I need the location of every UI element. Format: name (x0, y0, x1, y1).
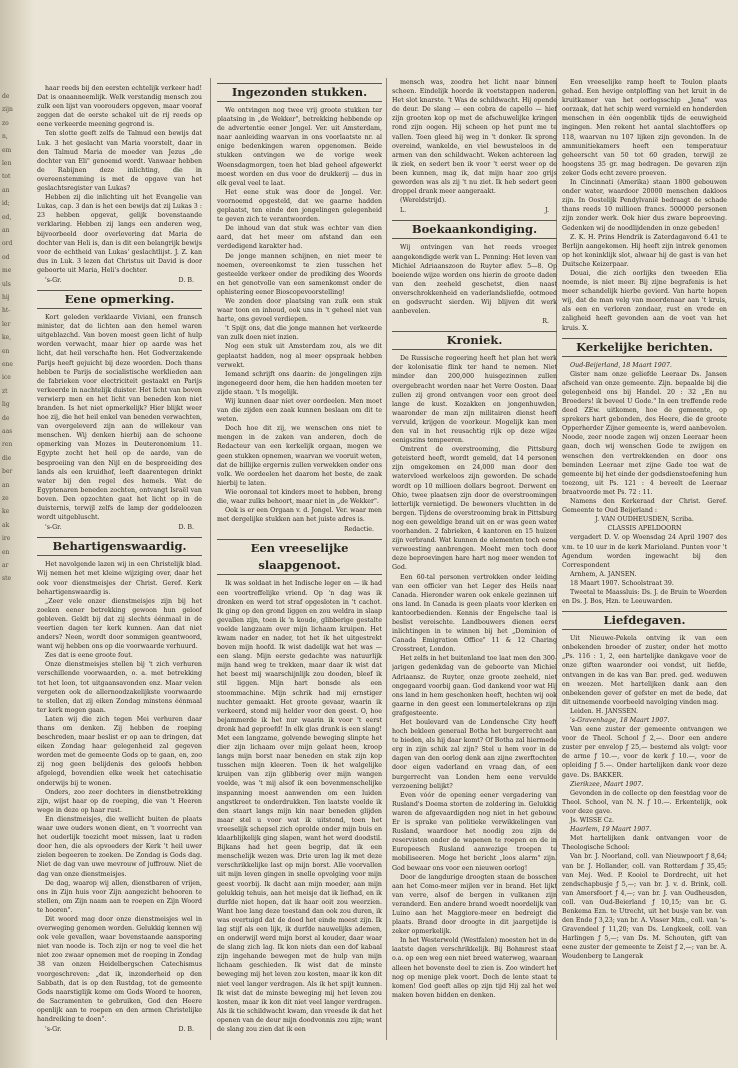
paragraph: Gister nam onze geliefde Leeraar Ds. Jansen afscheid van onze gemeente. Zijn. bepaalde bij die gelegenheid ons bij Handel. 20 : 32 „En nu Broeders! ik beveel U Gode." In een treffende rede deed ZEw. uitkomen, hoe de gemeente, op sprekers hart gebonden, des Heere, die de groote Opperherder Zijner gemeente is, werd aanbevolen. Noode, zeer noode zagen wij onzen Leeraar heen gaan, doch wij wenschen Gode te zwijgen en wenschen den vertrekkenden en door ons beminden Leeraar met zijne Gade toe wat de gemeente bij het einde der godsdienstoefening hun toezong, uit Ps. 121 : 4 beveelt de Leeraar braatvoorde met Ps. 72 : 11. (562, 370, 727, 496)
signature: Redactie. (343, 526, 374, 534)
paragraph: haar reeds bij den eersten echtelijk verkeer had! Dat is onaanneemlijk. Welk verstandig mensch zou zulk een lijst van voorouders opgeven, maar vooraf zeggen dat de eerste schakel uit de rij reeds op eene verkeerde meening gegrond is. (37, 85, 202, 129)
paragraph: In Cincinnati (Amerika) staan 1800 gebouwen onder water, waardoor 20000 menschen dakloos zijn. In Oostelijk Pendylvanië bedraagt de schade thans reeds 10 millioen francs. 500000 personen zijn zonder werk. Ook hier dus zware beproeving. Gedenken wij de noodlijdenden in onze gebeden! (562, 179, 727, 232)
paragraph: Zes dat is eene groote fout. (45, 652, 133, 660)
gutter-fragment: me (2, 267, 12, 275)
paragraph: Nog een stuk uit Amsterdam zou, als we dit geplaatst hadden, nog al meer opspraak hebben verwekt. (217, 343, 382, 369)
gutter-fragment: ke, (2, 334, 12, 342)
paragraph: Uit Nieuwe-Pekela ontving ik van een onbekenden broeder of zuster, onder het motto „Ps. 116 : 1, 2, een hartelijke dankgave voor de onze giften waaronder ooi vondst, uit liefde, ontvangen in de kas van Bar. pred. ged. weduwen en weezen. Met hartelijken dank aan den onbekenden gever of gefster en met de bede, dat dit uitnemende voorbeeld navolging vinden mag. (562, 635, 727, 706)
gutter-fragment: de (2, 414, 10, 422)
paragraph: Het navolgende lazen wij in een Christelijk blad. Wij nemen het met kleine wijziging over, daar het ook voor dienstmeisjes der Christ. Geref. Kerk behartigenswaardig is. (37, 561, 202, 596)
article-kerkelijke-berichten (562, 361, 727, 607)
heading-ingezonden-stukken: Ingezonden stukken. (217, 83, 382, 102)
article-opmerking (37, 313, 202, 522)
paragraph: Js. WISSE Cz. (570, 817, 614, 825)
paragraph: Tweetal te Maassluis: Ds. J. de Bruin te Woerden en Ds. J. Bos, Hzn. te Leeuwarden. (562, 588, 727, 606)
heading-eene-opmerking: Eene opmerking. (37, 290, 202, 309)
paragraph: Leiden. H. JANSSEN. (570, 707, 639, 715)
paragraph: Zierikzee, Maart 1907. (570, 780, 644, 788)
paragraph: De jonge mannen schijnen, en niet meer te noemen, overeenkomst te zien tusschen het gesteelde verkeer onder de prediking des Woords en het genotvolle van een samenkomst onder de ophistering eener Bioscopevoorstelling! (217, 252, 382, 296)
article-boekaankondiging (392, 243, 557, 316)
gutter-fragment: ar (2, 562, 9, 569)
signature: 's-Gr. D. B. (45, 276, 194, 284)
paragraph: Laten wij die zich tegen Mei verhuren daar thans om denken. Zij hebben de roeping beschreden, maar beslist er op aan te dringen, dat eiken Zondag haar gelegenheid zal gegeven worden met de gemeente Gods op te gaan, en, zoo zij nog geen belijdenis des geloofs hebben afgelegd, bovendien elke week het catechisatie onderwijs bij te wonen. (37, 715, 202, 787)
gutter-fragment: n, (2, 133, 8, 141)
paragraph: En dienstmeisjes, die wellicht buiten de plaats waar uwe ouders wonen dient, en 't voorrecht van het ouderlijk toezicht moet missen, laat u raden door hen, die als opvoeders der Kerk 't heil uwer zielen begeeren te zoeken. De Zondag is Gods dag. Niet de dag van uwe mevrouw of juffrouw. Niet de dag van onze dienstmeisjes. (37, 815, 202, 878)
gutter-fragment: ke (2, 508, 10, 516)
gutter-fragment: en (2, 548, 10, 556)
column-2 (217, 78, 382, 1038)
paragraph: Een 60-tal personen vertrokken onder leiding van een officier van het Leger des Heils naar Canada. Hieronder waren ook enkele gezinnen uit ons land. In Canada is geen plaats voor klerken en kantoorbedienden. Kennis der Engelsche taal is beslist vereischte. Landbouwers dienen eerst inlichtingen in te winnen bij het „Dominion of Canada Emigration Office" 11 & 12 Charing Crosstreet, London. (392, 573, 557, 654)
gutter-fragment: zo (2, 119, 9, 127)
paragraph: Oud-Beijerland, 18 Maart 1907. (570, 361, 672, 369)
paragraph: De dag, waarop wij allen, dienstbaren of vrijen, ons in Zijn huis voor Zijn aangezicht behooren te stellen, om Zijn naam aan te roepen en Zijn Woord te hooren". (37, 879, 202, 914)
gutter-fragment: id; (2, 200, 10, 208)
paragraph: vergadert D. V. op Woensdag 24 April 1907 des v.m. te 10 uur in de kerk Marioland. Punten voor 't Agendum worden ingewacht bij den Correspondent (562, 534, 727, 569)
paragraph: Het boulevard van de Londensche City heeft hoch bekleen generaal Botha het burgerrecht aan te bieden, als hij daar komt? Of Botha zal hiermede erg in zijn schik zal zijn? Stel u hem voor in de dagen van den oorlog denk aan zijne zwerftochten door eigen vaderland en vraag dan, of een burgerrecht van Londen hem eene vervulde verzoening belijkt? (392, 719, 557, 790)
paragraph: „Zeer vele onzer dienstmeisjes zijn bij het zoeken eener betrekking gewoon hun geloof gebleven. Geldt bij dat zij slechts éénmaal in de veertien dagen ter kerk kunnen. Aan dat niet anders? Neen, wordt door sommigen geantwoord, want wij hebben ons op die voorwaarde verhuurd. (37, 597, 202, 651)
article-news (562, 78, 727, 333)
gutter-fragment: lig (2, 401, 10, 409)
gutter-fragment: ze (2, 495, 9, 502)
paragraph: De inhoud van dat stuk was echter van dien aard, dat het meer om afstand dan een verdedigend karakter had. (217, 225, 382, 251)
paragraph: Kort geleden verklaarde Viviani, een fransch minister, dat de lichten aan den hemel waren uitgeblazchd. Van boven moest geen licht of hulp worden verwacht, maar hier op aarde was het licht, dat heil verschafte hen. Het Godverzakende Parijs heeft gejuicht bij deze woorden. Doch thans hebben te Parijs de socialistische werklieden aan de fabrieken voor electriciteit gestaakt en Parijs verkeerde in nachtelijk duister. Het licht van boven verwierp men en het licht van beneden kon niet branden. Is het niet opmerkelijk? Hier blijkt weer hoe zij, die het heil enkel van beneden verwachten, van overgeleverd zijn aan de willekeur van menschen. Wij denken hierbij aan de schoone opmerking van Mozes in Deuteronomium 11. Egypte zocht het heil op de aarde, van de besproeiing van den Nijl en de bespreeiding des lands als een kruidhof, leeft daarentegen drinkt water bij den regel des hemels. Wat de Egyptenaren beneden zochten, ontvangt Israël van boven. Den opzochten gaat het licht op in de duisternis, terwijl zelfs de lamp der goddeloozen wordt uitgebluscht. (37, 314, 202, 522)
paragraph: Wie ooronaal tot kinders moet te hebben, breng die, waar zulks behoort, maar niet in „de Wekker". (217, 488, 382, 506)
paragraph: Gevonden in de collecte op den feestdag voor de Theol. School, van N. N. ƒ 10.—. Erkentelijk, ook voor deze gave. (562, 789, 727, 815)
gutter-fragment: ste (2, 575, 12, 583)
paragraph: Van br. J. Noorland, coll. van Nieuwpoort ƒ 8,64; van br. J. Hollander, coll. van Rotterdam ƒ 35,45; van Mej. Wed. P. Kooiol te Dordrecht, uit het zendschapbusje ƒ 5,—; van br. J. v. d. Brink, coll. van Amersfoort ƒ 4,—; van br. J. van Oudheusden, coll. van Oud-Beierland ƒ 10,15; van br. G. Benkema Ezn. te Utrecht, uit het busje van br. van den Ende ƒ 3,23; van br. A. Visser Mzn., coll. van 's-Gravendeel ƒ 11,20; van Ds. Lengkeek, coll. van Harlingen ƒ 5,—; van Ds. M. Schouten, gift van eene zuster der gemeente te Zeist ƒ 2,—; van br. A. Woudenberg te Langerak (562, 853, 727, 961)
paragraph: Doch hoe dit zij, we wenschen ons niet te mengen in de zaken van anderen, doch de Redacteur van een kerkelijk orgaan, mogen we geen stukken opnemen, waarvan we vooruit weten, dat de billijke ergernis zullen verwekken onder ons volk. We oordeelen het daarom het beste, de zaak hierbij te laten. (217, 425, 382, 487)
article-behartigenswaardig (37, 560, 202, 1024)
paragraph: We ontvingen nog twee vrij groote stukken ter plaatsing in „de Wekker", betrekking hebbende op de advertentie eener Jongel. Ver. uit Amsterdam, naar aanleiding waarvan in ons voorlaatste nr. al enige bedenkingen waren opgenomen. Beide stukken ontvingen we de vorige week Woensdagmorgen, toen het blad geheel afgewerkt moest worden en dus voor de drukkerij — dus in elk geval veel te laat. (217, 107, 382, 187)
column-1 (37, 84, 202, 1044)
gutter-fragment: ber (2, 468, 13, 476)
paragraph: 's-Gravenhage, 18 Maart 1907. (570, 717, 670, 724)
gutter-fragment: ice (2, 374, 11, 382)
article-continuation (37, 84, 202, 275)
paragraph: Namens den Kerkeraad der Christ. Geref. Gemeente te Oud Beijerland : (562, 498, 727, 515)
paragraph: Arnhem, A. JANSEN. (570, 570, 637, 578)
paragraph: Ook is er een Orgaan v. d. Jongel. Ver. waar men met dergelijke stukken aan het juiste adres is. (217, 507, 382, 524)
gutter-fragment: ht- (2, 307, 11, 315)
gutter-fragment: len (2, 160, 12, 167)
paragraph: Van eene zuster der gemeente ontvangen we voor de Theol. School ƒ 2,—. Door een andere zuster per envelop ƒ 25,— bestemd als volgt: voor de arme ƒ 10.—, voor de kerk ƒ 10.—, voor de opleiding ƒ 5.—. Onder hartelijken dank voor deze gave. Ds. BAKKER. (562, 726, 727, 779)
paragraph: Ik was soldaat in het Indische leger en — ik had een voortreffelijke vriend. Op 'n dag was ik dronken en werd tot straf opgesloten in 't cachot. Ik ging op den grond liggen en zou weldra in slaap gevallen zijn, toen ik 'n koude, glibberige gestalte voelde langzaam over mijn lichaam kruipen. Het kwam nader en nader, tot het ik het uitgestrekt boven mijn hoofd. Ik wist dadelijk wat het was — een slang. Mijn eerste gedachte was natuurlijk mijn hand weg te trekken, maar daar ik wist dat het beest mij waarschijnlijk zou dooden, bleef ik stil liggen. Mijn hart bonsde als een stoommachine. Mijn schrik had mij ernstiger nuchter gemaakt. Het groote gevaar, waarin ik verkeerd, stond mij helder voor den geest. O, hoe bejammerde ik het nur waarin ik voor 't eerst dronk had geproefd! In elk glas drank is een slang! Met een langzame, golvende beweging slinpte het dier zijn lichaam over mijn gelaat heen, kroop langs mijn borst naar beneden en stak zijn kop tusschen mijn kleeren. Toen ik het walgelijke kruipen van zijn glibberig over mijn wangen voelde, was 't mij alsof ik een bovenmenschelijke inspanning moest aanwenden om een luiden angstkreet te onderdrukken. Ten laatste voelde ik den staart langs mijn kin naar beneden glijden maar stel u voor wat ik uitstond, toen het vreeselijk schepsel zich oprolde onder mijn buis en klaarblijkelijk ging slapen, want het werd doodstil. Bijkans had het geen begrip, dat ik een menschelijk wezen was. Drie uren lag ik met deze verschrikkelijke last op mijn borst. Alle voorvallen uit mijn leven gingen in snelle opvolging voor mijn geest voorbij. Ik dacht aan mijn moeder, aan mijn gelukkig tehuis, aan het meisje dat ik liefhad, en ik durfde niet hopen, dat ik haar ooit zou weerzien. Want hoe lang deze toestand dan ook zou duren, ik was overtuigd dat de dood het einde moest zijn. Ik lag stijf als een lijk, ik durfde nauwelijks ademen, en onderwijl werd mijn borst al kouder, daar waar de slang zich lag. Ik kon niets dan een dof kabaal zijn ingehande bewegen met de hulp van mijn lichaam geschieden. Ik wist dat de minste beweging mij het leven zou kosten, maar ik kon dit niet veel langer verdragen. Als ik het spijt kunnen. Ik wist dat de minste beweging mij het leven zou kosten, maar ik kon dit niet veel langer verdragen. Als ik tie schildwacht kwam, dan vreesde ik dat het openen van de deur mijn doodvonnis zou zijn; want de slang zou zien dat ik een (217, 580, 382, 1033)
gutter-fragment: uls (2, 280, 11, 288)
gutter-fragment: de (2, 93, 10, 100)
article-kroniek (392, 354, 557, 1000)
signature: L. J. (400, 207, 549, 215)
paragraph: 18 Maart 1907. Schoolstraat 39. (570, 579, 674, 587)
paragraph: (Wereldstrijd). (400, 197, 447, 205)
column-rule (386, 78, 387, 1040)
paragraph: Haarlem, 19 Maart 1907. (570, 826, 652, 834)
signature: R. (542, 318, 549, 326)
paragraph: Even vóór de opening eener vergadering van Rusland's Doema storten de zoldering in. Gelukkig waren de afgevaardigden nog niet in het gebouw. Er is sprake van politieke verwikkelingen van Rusland, waardoor het noodig zou zijn de reservisten onder de wapenen te roepen en de in Europeesch Rusland aanwezige troepen te mobiliseeren. Moge het bericht „loos alarm" zijn. God bewaar ons voor een nieuwen oorlog! (392, 791, 557, 872)
paragraph: Wij ontvingen van het reeds vroeger aangekondigde werk van L. Penning: Het leven van Michiel Adriaanszoon de Ruyter aflev. 5—8. Op boeiende wijze worden ons hierin de groote daden van den zeeheld geschetst, dien naast onverschrokkenheid en vaderlandsliefde, ootmoed en godsvrucht sierden. Wij blijven dit werk aanbevelen. (392, 244, 557, 316)
paragraph: J. VAN OUDHEUSDEN, Scriba. (595, 516, 694, 524)
gutter-fragment: an (2, 227, 10, 234)
paragraph: Wij kunnen daar niet over oordeelen. Men moet van die zijden een zaak kunnen beslaan om dit te weten. (217, 398, 382, 424)
paragraph: Het eene stuk was door de Jongel. Ver. voornoemd opgesteld, dat we gaarne hadden geplaatst, ten einde den jongelingen gelegenheid te geven zich te verantwoorden. (217, 188, 382, 224)
heading-liefdegaven: Liefdegaven. (562, 611, 727, 630)
column-4 (562, 78, 727, 1038)
paragraph: mensch was, zoodra het licht naar binnen scheen. Eindelijk hoorde ik voetstappen naderen. Het slot knarste. 't Was de schildwacht. Hij opende de deur. De slang — een cobra de capello — hief zijn grooten kop op met de afschuwelijke kringen rond zijn oogen. Hij scheen op het punt me te vallen. Toen gleed hij weg in 't donker. Ik sprong overeind, wankelde, en viel bewusteloos in de armen van den schildwacht. Weken achtereen lag ik ziek, en sedert ben ik voor 't eerst weer op de been kunnen, mag ik, dat mijn haar zoo grijs geworden was als zij 't nu ziet. Ik heb sedert geen droppel drank meer aangeraakt. (392, 79, 557, 196)
gutter-fragment: em (2, 146, 12, 154)
paragraph: In het Westerwold (Westfalen) moesten het in de laatste dagen verschrikkelijk. Bij Bohmrest staat o.a. op een weg een niet breed waterweg, waaraan alleen het bovenste deel te zien is. Zoo windert het nog op menige plek voort. Doch de lente staat te komen! God geeft alles op zijn tijd Hij zal het wel maken boven bidden en denken. (392, 937, 557, 999)
gutter-fragment: aas (2, 428, 13, 435)
column-3 (392, 78, 557, 1038)
paragraph: Met hartelijken dank ontvangen voor de Theologische School: (562, 835, 727, 852)
paragraph: 't Spijt ons, dat die jonge mannen het verkeerde van zulk doen niet inzien. (217, 325, 382, 342)
gutter-fragment: an (2, 186, 10, 194)
gutter-fragment: tot (2, 173, 11, 181)
paragraph: Dit woord mag door onze dienstmeisjes wel in overweging genomen worden. Gelukkig kennen wij ook vele gevallen, waar bovenstaande aansporing niet van noode is. Toch zijn er nog te veel die het niet zoo zwaar opnemen met de roeping in Zondag 38 van onzen Heidelbergschen Catechismus voorgeschreven: „dat ik, inzonderheid op den Sabbath, dat is op den Rustdag, tot de gemeente Gods naarstiglijk kome om Gods Woord te hooren, de Sacramenten te gebruiken, God den Heere openlijk aan te roepen en den armen Christelijke handreiking te doen". (37, 915, 202, 1023)
article-vreeselijke-slaapgenoot (217, 579, 382, 1034)
paragraph: De Russische regeering heeft het plan het werk der kolonisatie flink ter hand te nemen. Niet minder dan 200,000 huisgezinnen zullen overgebracht worden naar het Verre Oosten. Daar zullen zij grond ontvangen voor een groot deel lange de kust. Kozakken en jongenhuwden, waaronder de man zijn militairen dienst heeft vervuld, krijgen de voorkeur. Mogelijk kan men den val in het reusachtig rijk op deze wijze eenigszins tempeeren. (392, 355, 557, 445)
paragraph: Iemand schrijft ons daarin: de jongelingen zijn ingenegeerd door hem, die hen hadden moeten ter zijde staan. 't Is mogelijk. (217, 370, 382, 396)
heading-kroniek: Kroniek. (392, 331, 557, 350)
paragraph: Onze dienstmeisjes stellen bij 't zich verhuren verschillende voorwaarden, o. a. met betrekking tot het loon, tot uitgaansavonden enz. Maar velen vergeten ook de allernoodzakelijkste voorwaarde te stellen, dat zij eiken Zondag minstens éénmaal ter kerk mogen gaan. (37, 661, 202, 714)
gutter-fragment: zijn (2, 106, 13, 114)
article-liefdegaven (562, 634, 727, 961)
paragraph: Het zelfs in het buitenland toe laat men den 300-jarigen gedenkdag van de geboorte van Michiel Adriaansz. de Ruyter, onze groote zeeheld, niet ongegaard voorbij gaan. God dankend voor wat Hij ons land in hem geschonken heeft, hechten wij ook gaarne in den geest een lommertelekrans op zijn grafgesteente. (392, 655, 557, 717)
gutter-fragment: die (2, 454, 12, 462)
gutter-fragment: ren (2, 441, 13, 449)
gutter-fragment: an (2, 481, 10, 489)
article-continuation (392, 78, 557, 205)
gutter-fragment: hij (2, 294, 10, 301)
paragraph: Z. K. H. Prins Hendrik is Zaterdagavond 6.41 te Berlijn aangekomen. Hij heeft zijn intrek genomen op het koninklijk slot, alwaar hij de gast is van het Duitsche Keizerpaar. (562, 233, 727, 268)
article-ingezonden (217, 106, 382, 524)
heading-behartigenswaardig: Behartigenswaardig. (37, 537, 202, 556)
signature: 's-Gr. D. B. (45, 524, 194, 532)
paragraph: Douai, die zich oorlijks den tweeden Elia noemde, is niet meer. Bij zijne begrafenis is het meer schandelijk hierbe gevierd. Van harte hopen wij, dat de man velg van moordenaar aan 't kruis, als een en verloren zondaar, rust en vrede en zaligheid heeft gevonden aan de voet van het kruis. X. (562, 269, 727, 332)
gutter-fragment: ak (2, 521, 10, 529)
column-rule (210, 78, 211, 1040)
gutter-fragment: en (2, 347, 10, 355)
paragraph: We zonden door plaatsing van zulk een stuk waar toon en inhoud, ook uns in 't geheel niet van harte, ons gevoel verdiepen. (217, 297, 382, 324)
paragraph: Ten slotte geeft zelfs de Talmud een bewijs dat Luk. 3 het geslacht van Maria voorstelt, daar in den Talmud Maria de moeder van Jezus „de dochter van Eli" genoemd wordt. Vanwaar hebben de Rabijnen deze inlichting, die in overeenstemming is met de opgave van het geslachtsregister van Lukas? (37, 130, 202, 193)
paragraph: Onders, zoo zeer dochters in dienstbetrekking zijn, wijst haar op de roeping, die van 't Heeren wege in deze op haar rust. (37, 788, 202, 814)
paragraph: Omtrent de overstrooming, die Pittsburg geteisterd heeft, wordt gemeld, dat 14 personen zijn omgekomen en 24,000 man door den watervloed werkeloos zijn geworden. De schade wordt op 10 millioen dollars begroot. Derwent en Ohio, twee plaatsen zijn door de overstroomingen letterlijk vernietigd. De bewoners vluchtten in de bergen. Tijdens de overstrooming brak in Pittsburg nog een geweldige brand uit en er was geen water voorhanden. 2 fabrieken, 4 kantoren en 15 huizen zijn verbrand. Wat kunnen de elementen toch eene verwoesting aanbrengen. Moeht men toch door deze beproevingen hare hart nog meer wenden tot God. (392, 446, 557, 572)
heading-kerkelijke-berichten: Kerkelijke berichten. (562, 338, 727, 357)
heading-boekaankondiging: Boekaankondiging. (392, 220, 557, 239)
gutter-fragment: ire (2, 535, 11, 543)
gutter-fragment: zt (2, 387, 8, 395)
gutter-fragment: od (2, 253, 10, 261)
paragraph: Een vreeselijke ramp heeft te Toulon plaats gehad. Een hevige ontploffing van het kruit in de kruitkamer van het oorlogsschip „Jena" was oorzaak, dat het schip werd vernield en honderden menschen in één oogenblik tijds de eeuwigheid ingingen. Men rekent het aantal slachtoffers op 118, waarvan nu 107 lijken zijn gevonden. In de ammunitiekamers heeft een temperatuur geheerscht van 50 tot 60 graden, terwijl ze hoogstens 35 gr. mag bedragen. De gevaren zijn zeker Gods echt zevere proeven. (562, 79, 727, 177)
gutter-fragment: ord (2, 240, 13, 248)
gutter-fragment: ler (2, 320, 11, 328)
paragraph: CLASSIS APELDOORN (607, 525, 682, 533)
gutter-fragment: ed, (2, 213, 12, 221)
paragraph: Hebben zij die inlichting uit het Evangelie van Lukas, cap. 3 dan is het een bewijs dat zij Lukas 3 : 23 hebben opgevat, gelijk bovenstaande verklaring. Hebben zij langs een anderen weg, bijvoorbeeld door overlevering dat Maria de dochter van Heli is, dan is dit een belangrijk bewijs voor de echtheid van Lukas' geslachtlijst. J. Z. kan dus in Luk. 3 lezen dat Christus uit David is door geboorte uit Maria, Heli's dochter. (37, 194, 202, 274)
heading-vreeselijke-slaapgenoot: Een vreeselijke slaapgenoot. (217, 539, 382, 575)
gutter-fragment: ene (2, 361, 13, 368)
paragraph: Door de langdurige droogten staan de bosschen aan het Como-meer mijlen ver in brand. Het lijkt van verre, alsof de bergen in vulkanen zijn veranderd. Een andere brand woedt noordelijk van Luino aan het Maggiore-meer en bedreigt die plaats. Brand door droogte in dit jaargetijde is zeker opmerkelijk. (392, 873, 557, 936)
signature: 's-Gr. D. B. (45, 1026, 194, 1034)
